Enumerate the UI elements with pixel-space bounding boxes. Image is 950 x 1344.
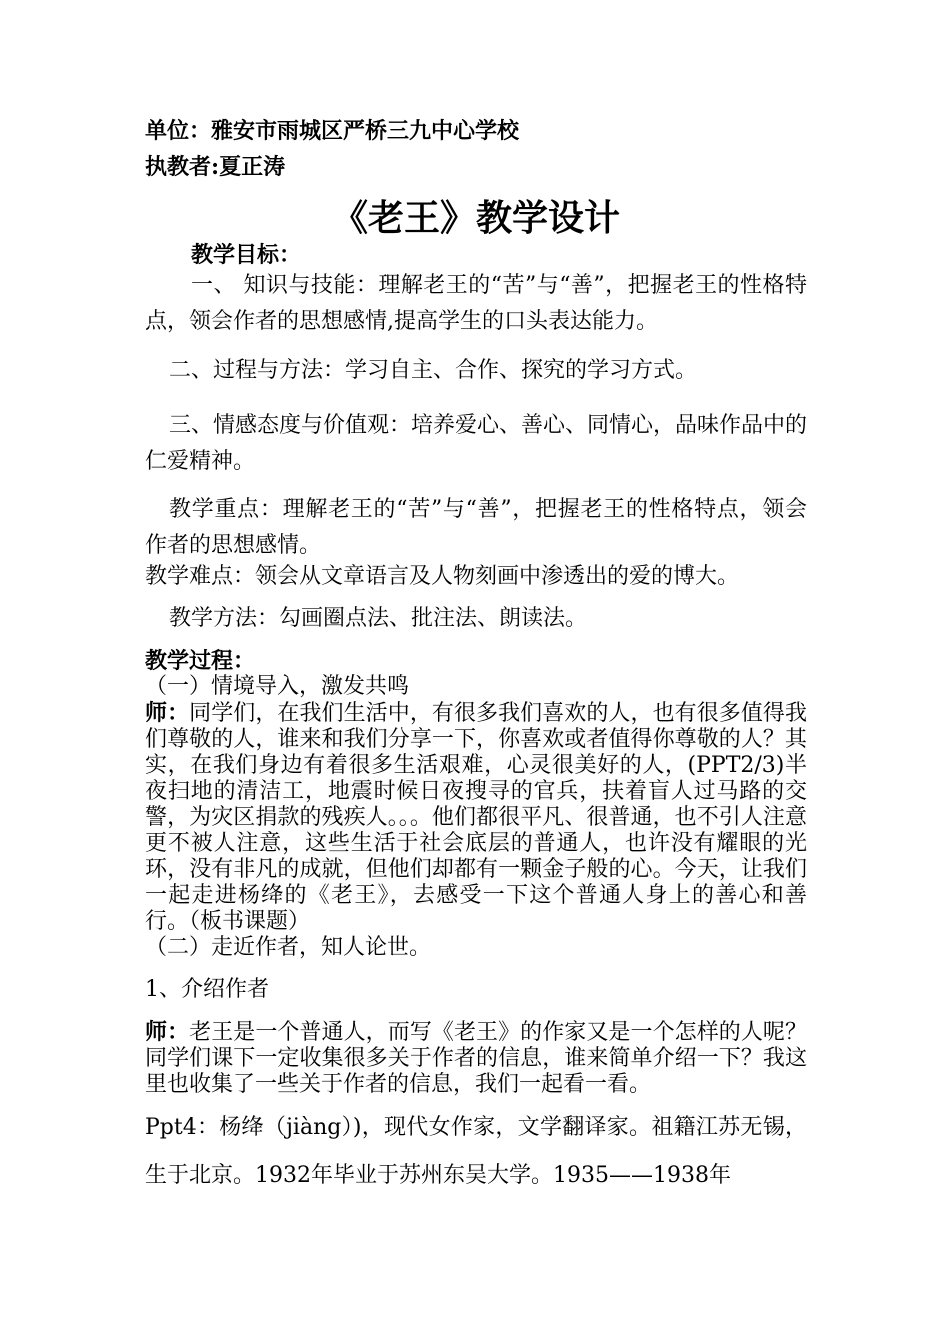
ppt4-paragraph: Ppt4：杨绛（jiàng）)，现代女作家，文学翻译家。祖籍江苏无锡，生于北京。1932年毕业于苏州东吴大学。1935——1938年 [145, 1115, 807, 1188]
teacher-label-2: 师： [145, 1019, 190, 1045]
teaching-method: 教学方法：勾画圈点法、批注法、朗读法。 [169, 606, 588, 631]
teacher-paragraph-1 [145, 700, 807, 935]
process-heading: 教学过程： [145, 648, 256, 674]
section-2-heading: （二）走近作者，知人论世。 [145, 935, 432, 960]
teacher-paragraph-2 [145, 1019, 807, 1098]
difficulty: 教学难点：领会从文章语言及人物刻画中渗透出的爱的博大。 [145, 564, 740, 589]
objectives-heading: 教学目标： [191, 242, 302, 268]
objective-item-2: 二、过程与方法：学习自主、合作、探究的学习方式。 [169, 358, 698, 383]
key-point: 教学重点：理解老王的“苦”与“善”，把握老王的性格特点，领会作者的思想感情。 [145, 497, 807, 558]
unit-line: 单位：雅安市雨城区严桥三九中心学校 [145, 118, 520, 144]
teacher-label: 师： [145, 700, 190, 726]
section-1-heading: （一）情境导入，激发共鸣 [145, 674, 410, 699]
sub-heading-author: 1、介绍作者 [145, 977, 269, 1002]
teacher-paragraph-2-text: 老王是一个普通人，而写《老王》的作家又是一个怎样的人呢？同学们课下一定收集很多关于作者的信息，谁来简单介绍一下？我这里也收集了一些关于作者的信息，我们一起看一看。 [145, 1020, 807, 1097]
document-title: 《老王》教学设计 [331, 197, 620, 239]
document-page [145, 118, 807, 1200]
objective-item-1-text: 一、 知识与技能：理解老王的“苦”与“善”，把握老王的性格特点，领会作者的思想感情,提高学生的口头表达能力。 [145, 273, 807, 334]
objective-item-1 [145, 268, 807, 340]
teacher-line: 执教者:夏正涛 [145, 154, 286, 180]
teacher-paragraph-1-text: 同学们，在我们生活中，有很多我们喜欢的人，也有很多值得我们尊敬的人，谁来和我们分享一下，你喜欢或者值得你尊敬的人？其实，在我们身边有着很多生活艰难，心灵很美好的人，(PPT2/3)半夜扫地的清洁工，地震时候日夜搜寻的官兵，扶着盲人过马路的交警，为灾区捐款的残疾人。。。他们都很平凡、很普通，也不引人注意更不被人注意，这些生活于社会底层的普通人，也许没有耀眼的光环，没有非凡的成就，但他们却都有一颗金子般的心。今天，让我们一起走进杨绛的《老王》，去感受一下这个普通人身上的善心和善行。（板书课题） [145, 701, 807, 934]
objective-item-3: 三、情感态度与价值观：培养爱心、善心、同情心，品味作品中的仁爱精神。 [145, 413, 808, 474]
